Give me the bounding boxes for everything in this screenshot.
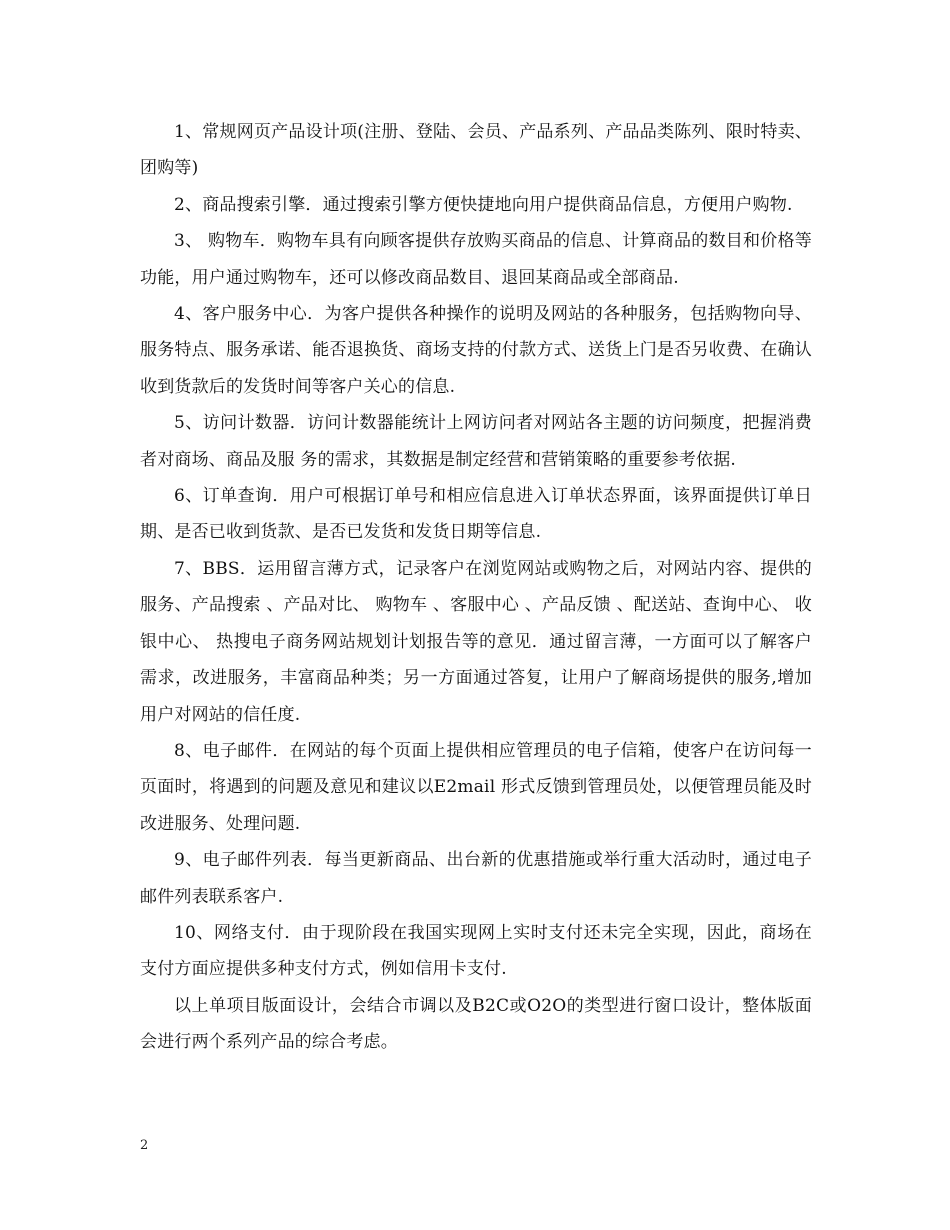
paragraph-7: 7、BBS．运用留言薄方式，记录客户在浏览网站或购物之后，对网站内容、提供的服务、产品搜索 、产品对比、 购物车 、客服中心 、产品反馈 、配送站、查询中心、 收银中心、 热搜电子商务网站规划计划报告等的意见．通过留言薄，一方面可以了解客户需求，改进服务，丰富商品种类；另一方面通过答复，让用户了解商场提供的服务,增加用户对网站的信任度.	[140, 558, 812, 725]
paragraph-3: 3、 购物车．购物车具有向顾客提供存放购买商品的信息、计算商品的数目和价格等功能，用户通过购物车，还可以修改商品数目、退回某商品或全部商品.	[140, 231, 812, 288]
paragraph-summary: 以上单项目版面设计，会结合市调以及B2C或O2O的类型进行窗口设计，整体版面会进行两个系列产品的综合考虑。	[140, 995, 812, 1053]
paragraph-4: 4、客户服务中心．为客户提供各种操作的说明及网站的各种服务，包括购物向导、服务特点、服务承诺、能否退换货、商场支持的付款方式、送货上门是否另收费、在确认收到货款后的发货时间等客户关心的信息.	[140, 304, 812, 397]
paragraph-8: 8、电子邮件．在网站的每个页面上提供相应管理员的电子信箱，使客户在访问每一页面时，将遇到的问题及意见和建议以E2mail 形式反馈到管理员处，以便管理员能及时改进服务、处理问题.	[140, 740, 812, 834]
paragraph-10: 10、网络支付．由于现阶段在我国实现网上实时支付还未完全实现，因此，商场在支付方面应提供多种支付方式，例如信用卡支付.	[140, 922, 812, 980]
paragraph-1: 1、常规网页产品设计项(注册、登陆、会员、产品系列、产品品类陈列、限时特卖、团购等)	[140, 122, 812, 179]
body-text	[140, 114, 812, 1061]
paragraph-5: 5、访问计数器．访问计数器能统计上网访问者对网站各主题的访问频度，把握消费者对商场、商品及服 务的需求，其数据是制定经营和营销策略的重要参考依据.	[140, 413, 812, 470]
paragraph-9: 9、电子邮件列表．每当更新商品、出台新的优惠措施或举行重大活动时，通过电子邮件列表联系客户.	[140, 850, 812, 907]
paragraph-6: 6、订单查询．用户可根据订单号和相应信息进入订单状态界面，该界面提供订单日期、是否已收到货款、是否已发货和发货日期等信息.	[140, 486, 812, 543]
page-number: 2	[140, 1138, 149, 1153]
paragraph-2: 2、商品搜索引擎．通过搜索引擎方便快捷地向用户提供商品信息，方便用户购物.	[174, 194, 793, 215]
